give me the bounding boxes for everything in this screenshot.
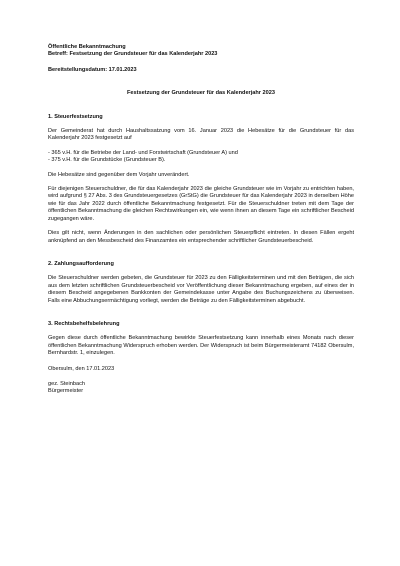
- section1-exception-paragraph: Dies gilt nicht, wenn Änderungen in den sachlichen oder persönlichen Steuerpflicht eintreten. In diesen Fällen ergeht anknüpfend an den Messbescheid des Finanzamtes ein entsprechender schriftlicher Grundsteuerbescheid.: [48, 230, 354, 244]
- section2-paragraph: Die Steuerschuldner werden gebeten, die Grundsteuer für 2023 zu den Fälligkeitsterminen und mit den Beträgen, die sich aus dem letzten schriftlichen Grundsteuerbescheid vor Veröffentlichung dieser Bekanntmachung ergeben, auf eines der in diesem Bescheid angegebenen Bankkonten der Gemeindekasse unter Angabe des Buchungszeichens zu überweisen. Falls eine Abbuchungsermächtigung vorliegt, werden die Beträge zu den Fälligkeitsterminen abgebucht.: [48, 275, 354, 304]
- signature-block: [48, 381, 354, 396]
- provision-date: Bereitstellungsdatum: 17.01.2023: [48, 66, 137, 73]
- section1-unchanged-note: Die Hebesätze sind gegenüber dem Vorjahr unverändert.: [48, 171, 190, 178]
- signatory-role: Bürgermeister: [48, 388, 84, 395]
- closing-place-date: Obersulm, den 17.01.2023: [48, 365, 115, 372]
- document-body: [48, 44, 354, 396]
- subject-line: Betreff: Festsetzung der Grundsteuer für das Kalenderjahr 2023: [48, 51, 218, 58]
- section1-legal-paragraph: Für diejenigen Steuerschuldner, die für das Kalenderjahr 2023 die gleiche Grundsteuer wie im Vorjahr zu entrichten haben, wird aufgrund § 27 Abs. 3 des Grundsteuergesetzes (GrStG) die Grundsteuer für das Kalenderjahr 2023 in derselben Höhe wie für das Jahr 2022 durch öffentliche Bekanntmachung festgesetzt. Für die Steuerschuldner treten mit dem Tage der öffentlichen Bekanntmachung die gleichen Rechtswirkungen ein, wie wenn ihnen an diesem Tage ein schriftlicher Bescheid zugegangen wäre.: [48, 186, 354, 222]
- section-heading-tax-assessment: 1. Steuerfestsetzung: [48, 113, 103, 120]
- section-heading-payment-request: 2. Zahlungsaufforderung: [48, 260, 114, 267]
- section1-intro: Der Gemeinderat hat durch Haushaltssatzung vom 16. Januar 2023 die Hebesätze für die Grundsteuer für das Kalenderjahr 2023 festgesetzt auf: [48, 128, 354, 142]
- section3-paragraph: Gegen diese durch öffentliche Bekanntmachung bewirkte Steuerfestsetzung kann innerhalb eines Monats nach dieser öffentlichen Bekanntmachung Widerspruch erhoben werden. Der Widerspruch ist beim Bürgermeisteramt 74182 Obersulm, Bernhardstr. 1, einzulegen.: [48, 335, 354, 357]
- rate-list: [48, 150, 354, 165]
- list-item: - 375 v.H. für die Grundstücke (Grundsteuer B).: [48, 157, 166, 164]
- document-title: Festsetzung der Grundsteuer für das Kalenderjahr 2023: [127, 90, 275, 97]
- section-heading-legal-remedy: 3. Rechtsbehelfsbelehrung: [48, 320, 120, 327]
- list-item: - 365 v.H. für die Betriebe der Land- und Forstwirtschaft (Grundsteuer A) und: [48, 149, 238, 156]
- notice-heading: Öffentliche Bekanntmachung: [48, 44, 126, 50]
- signed-by: gez. Steinbach: [48, 380, 86, 387]
